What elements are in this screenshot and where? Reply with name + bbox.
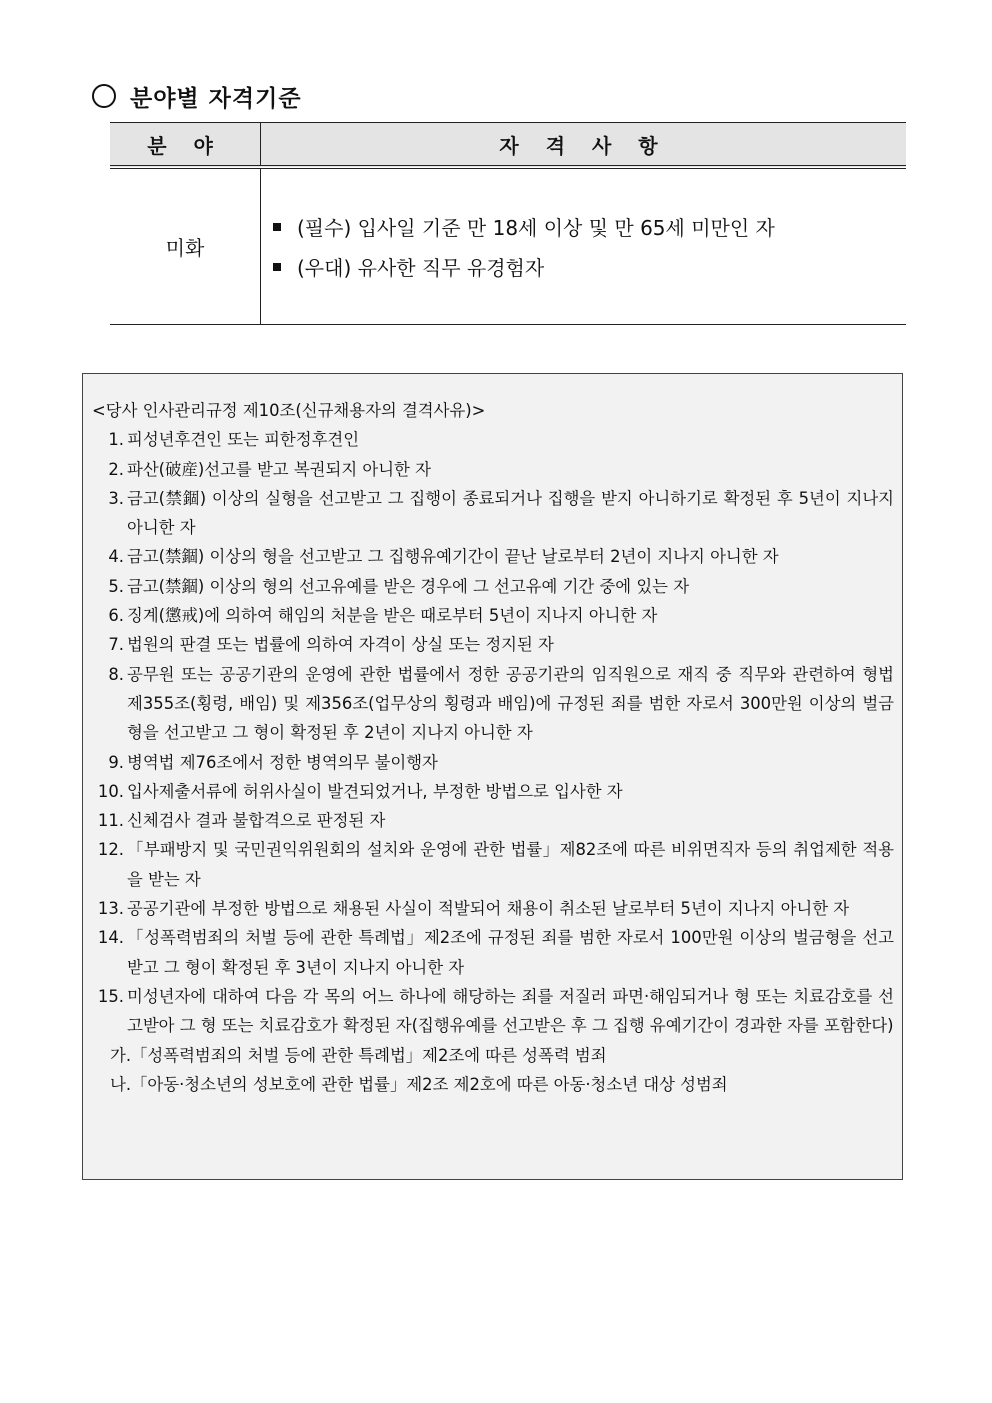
rule-text: 입사제출서류에 허위사실이 발견되었거나, 부정한 방법으로 입사한 자 — [127, 781, 623, 801]
qualification-table — [110, 122, 906, 325]
rule-item — [92, 630, 894, 659]
rule-text: 금고(禁錮) 이상의 실형을 선고받고 그 집행이 종료되거나 집행을 받지 아니하기로 확정된 후 5년이 지나지 아니한 자 — [127, 488, 894, 538]
rule-item — [92, 835, 894, 894]
rule-number: 12. — [97, 840, 124, 860]
rule-sub-item: 나.「아동·청소년의 성보호에 관한 법률」제2조 제2호에 따른 아동·청소년 대상 성범죄 — [110, 1074, 728, 1094]
rules-heading: <당사 인사관리규정 제10조(신규채용자의 결격사유)> — [92, 401, 486, 420]
rule-text: 「성폭력범죄의 처벌 등에 관한 특례법」제2조에 규정된 죄를 범한 자로서 100만원 이상의 벌금형을 선고받고 그 형이 확정된 후 3년이 지나지 아니한 자 — [127, 928, 894, 977]
rule-item — [92, 572, 894, 601]
requirement-text: (우대) 유사한 직무 유경험자 — [297, 256, 545, 280]
rule-item — [92, 660, 894, 748]
field-cell: 미화 — [110, 167, 261, 325]
rule-text: 병역법 제76조에서 정한 병역의무 불이행자 — [127, 752, 438, 772]
rule-text: 공무원 또는 공공기관의 운영에 관한 법률에서 정한 공공기관의 임직원으로 재직 중 직무와 관련하여 형법 제355조(횡령, 배임) 및 제356조(업무상의 횡령과 배임)에 규정된 죄를 범한 자로서 300만원 이상의 벌금형을 선고받고 그 형이 확정된 후 2년이 지나지 아니한 자 — [127, 664, 894, 743]
header-field: 분 야 — [110, 123, 261, 168]
rule-item — [92, 601, 894, 630]
rule-number: 11. — [97, 811, 124, 831]
requirement-text: (필수) 입사일 기준 만 18세 이상 및 만 65세 미만인 자 — [297, 216, 775, 240]
requirements-cell — [261, 167, 907, 325]
rule-number: 14. — [97, 928, 124, 948]
requirement-item — [273, 247, 905, 287]
requirement-item — [273, 207, 905, 247]
rule-text: 공공기관에 부정한 방법으로 채용된 사실이 적발되어 채용이 취소된 날로부터 5년이 지나지 아니한 자 — [127, 899, 850, 919]
rule-number: 5. — [108, 576, 124, 596]
rule-item — [92, 425, 894, 454]
rule-item — [92, 982, 894, 1041]
rule-text: 미성년자에 대하여 다음 각 목의 어느 하나에 해당하는 죄를 저질러 파면·해임되거나 형 또는 치료감호를 선고받아 그 형 또는 치료감호가 확정된 자(집행유예를 선고받은 후 그 집행 유예기간이 경과한 자를 포함한다) — [127, 986, 894, 1036]
rule-item — [92, 748, 894, 777]
rule-text: 징계(懲戒)에 의하여 해임의 처분을 받은 때로부터 5년이 지나지 아니한 자 — [127, 606, 658, 626]
rule-text: 법원의 판결 또는 법률에 의하여 자격이 상실 또는 정지된 자 — [127, 635, 554, 655]
square-bullet-icon — [273, 223, 281, 231]
rule-item — [92, 777, 894, 806]
table-row — [110, 167, 906, 325]
table-header-row — [110, 123, 906, 168]
section-title — [92, 78, 302, 114]
rule-number: 10. — [97, 781, 124, 801]
rule-text: 피성년후견인 또는 피한정후견인 — [127, 430, 360, 450]
rule-item — [92, 923, 894, 982]
rule-item — [92, 806, 894, 835]
rule-number: 6. — [108, 606, 124, 626]
rule-number: 2. — [108, 459, 124, 479]
header-requirements: 자 격 사 항 — [261, 123, 907, 168]
rule-item — [92, 455, 894, 484]
rule-item — [92, 542, 894, 571]
rule-number: 15. — [97, 986, 124, 1006]
rule-text: 금고(禁錮) 이상의 형을 선고받고 그 집행유예기간이 끝난 날로부터 2년이 지나지 아니한 자 — [127, 547, 779, 567]
rule-item — [92, 484, 894, 543]
rule-text: 파산(破産)선고를 받고 복권되지 아니한 자 — [127, 459, 431, 479]
circle-bullet-icon — [92, 84, 116, 108]
rule-number: 9. — [108, 752, 124, 772]
rule-text: 금고(禁錮) 이상의 형의 선고유예를 받은 경우에 그 선고유예 기간 중에 있는 자 — [127, 576, 690, 596]
square-bullet-icon — [273, 263, 281, 271]
rule-number: 8. — [108, 664, 124, 684]
rule-text: 신체검사 결과 불합격으로 판정된 자 — [127, 811, 386, 831]
rule-text: 「부패방지 및 국민권익위원회의 설치와 운영에 관한 법률」제82조에 따른 비위면직자 등의 취업제한 적용을 받는 자 — [127, 840, 894, 889]
disqualification-rules-box — [82, 373, 903, 1180]
section-title-text: 분야별 자격기준 — [130, 84, 302, 112]
rule-item — [92, 894, 894, 923]
rule-number: 1. — [108, 430, 124, 450]
rule-number: 13. — [97, 899, 124, 919]
rule-number: 7. — [108, 635, 124, 655]
rule-number: 4. — [108, 547, 124, 567]
rule-sub-item: 가.「성폭력범죄의 처벌 등에 관한 특례법」제2조에 따른 성폭력 범죄 — [110, 1045, 607, 1065]
rule-number: 3. — [108, 488, 124, 508]
